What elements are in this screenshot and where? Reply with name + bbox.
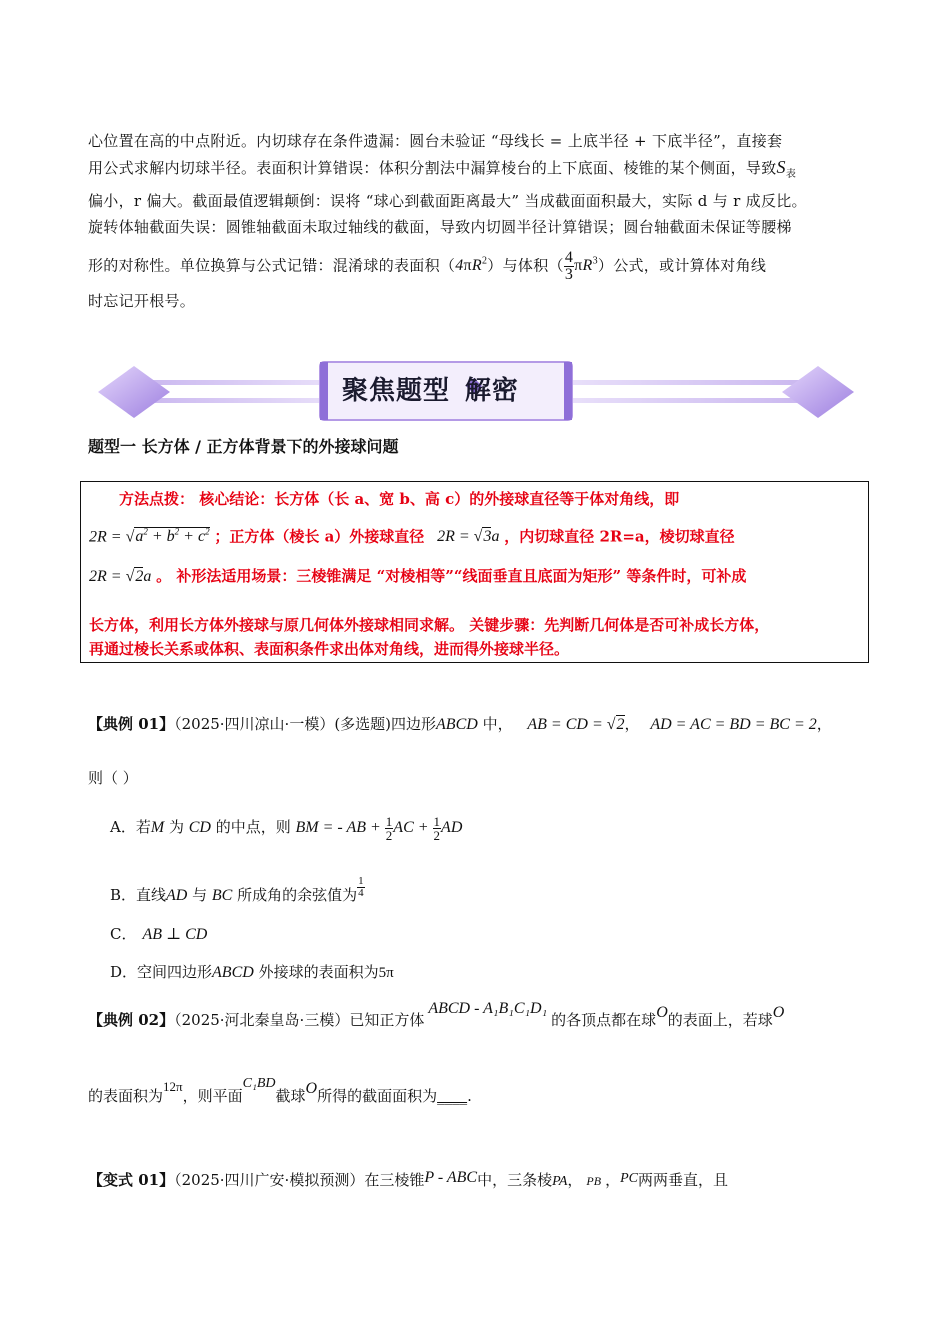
intro-line-5: 形的对称性。单位换算与公式记错：混淆球的表面积$(4\pi R^2)$与体积（ $\frac{4}{3}$ $\pi R^3$）公式，或计算体对角线 — [88, 249, 767, 284]
left-diamond-icon — [98, 366, 170, 418]
variant-1-tag: 【变式 01】 — [88, 1171, 175, 1189]
banner-title: 聚焦题型 解密 — [342, 376, 519, 406]
example-1-cond-2: AD = AC = BD = BC = 2 — [650, 716, 817, 733]
method-line-3: 2R = √2a 。 补形法适用场景：三棱锥满足 “对棱相等”“线面垂直且底面为矩形” 等条件时，可补成 — [89, 567, 747, 585]
surface-symbol: S — [776, 157, 786, 177]
intro-line-3: 偏小，r 偏大。截面最值逻辑颠倒：误将 “球心到截面距离最大” 当成截面面积最大，实际 d 与 r 成反比。 — [88, 192, 807, 210]
method-line-5: 再通过棱长关系或体积、表面积条件求出体对角线，进而得外接球半径。 — [89, 640, 570, 658]
right-diamond-icon — [782, 366, 854, 418]
variant-1-line: 【变式 01】（2025·四川广安·模拟预测）在三棱锥P - ABC中，三条棱PA， PB ，PC两两垂直，且 — [88, 1169, 729, 1189]
plane-name: C₁BD — [242, 1076, 276, 1091]
method-line-2: $2R = √a^2 + b^2 + c^2$ ；正方体（棱长 a）外接球直径 2R = √3a ，内切球直径 2R=a，棱切球直径 — [89, 527, 735, 546]
option-a-formula: BM = - AB + $\frac{1}{2}$ AC + $\frac{1}{2}$ AD — [295, 813, 463, 843]
example-1-tag: 【典例 01】 — [88, 715, 175, 733]
example-1-then: 则（ ） — [88, 769, 138, 787]
intro-line-1: 心位置在高的中点附近。内切球存在条件遗漏：圆台未验证 “母线长 = 上底半径 + 下底半径”，直接套 — [88, 132, 783, 150]
section-title: 题型一 长方体 / 正方体背景下的外接球问题 — [88, 437, 399, 456]
cube-name: ABCD - A₁B₁C₁D₁ — [428, 1000, 548, 1017]
option-b: B．直线AD 与 BC 所成角的余弦值为 $\frac{1}{4}$ — [110, 875, 364, 904]
option-c: C． AB ⊥ CD — [110, 925, 208, 943]
sphere-area-formula: $4\pi R^2$ — [455, 256, 488, 275]
cuboid-diagonal-formula: $2R = √a^2 + b^2 + c^2$ — [89, 527, 210, 546]
edge-sphere-formula: 2R = √2a — [89, 568, 152, 585]
example-1-cond-1: AB = CD = √2 — [527, 716, 625, 733]
example-2-line-1: 【典例 02】（2025·河北秦皇岛·三模）已知正方体ABCD - A₁B₁C₁D₁的各顶点都在球O的表面上，若球O — [88, 1000, 785, 1029]
sphere-volume-formula: $\frac{4}{3}$ $\pi R^3$ — [564, 249, 598, 284]
cube-circumsphere-formula: 2R = √3a — [437, 528, 500, 546]
section-banner — [96, 356, 856, 428]
method-box — [80, 481, 869, 663]
method-line-1: 方法点拨： 核心结论：长方体（长 a、宽 b、高 c）的外接球直径等于体对角线，即 — [119, 490, 680, 508]
intro-paragraph — [88, 128, 868, 314]
intro-line-2: 用公式求解内切球半径。表面积计算错误：体积分割法中漏算棱台的上下底面、棱锥的某个侧面，导致$S_表$ — [88, 157, 797, 180]
intro-line-6: 时忘记开根号。 — [88, 292, 196, 310]
answer-blank[interactable]: ____ — [437, 1087, 468, 1105]
example-1-header: 【典例 01】（2025·四川凉山·一模）(多选题)四边形ABCD 中， AB = CD = √2， AD = AC = BD = BC = 2， — [88, 715, 832, 733]
example-2-tag: 【典例 02】 — [88, 1011, 175, 1029]
option-d: D．空间四边形ABCD 外接球的表面积为5π — [110, 963, 394, 981]
intro-line-4: 旋转体轴截面失误：圆锥轴截面未取过轴线的截面，导致内切圆半径计算错误；圆台轴截面未保证等腰梯 — [88, 218, 792, 236]
method-line-4: 长方体，利用长方体外接球与原几何体外接球相同求解。 关键步骤：先判断几何体是否可补成长方体， — [89, 616, 770, 634]
option-a: A．若M 为 CD 的中点，则 BM = - AB + $\frac{1}{2}$ AC + $\frac{1}{2}$ AD — [110, 813, 463, 843]
example-2-line-2: 的表面积为12π，则平面C₁BD截球O所得的截面面积为____. — [88, 1076, 472, 1105]
